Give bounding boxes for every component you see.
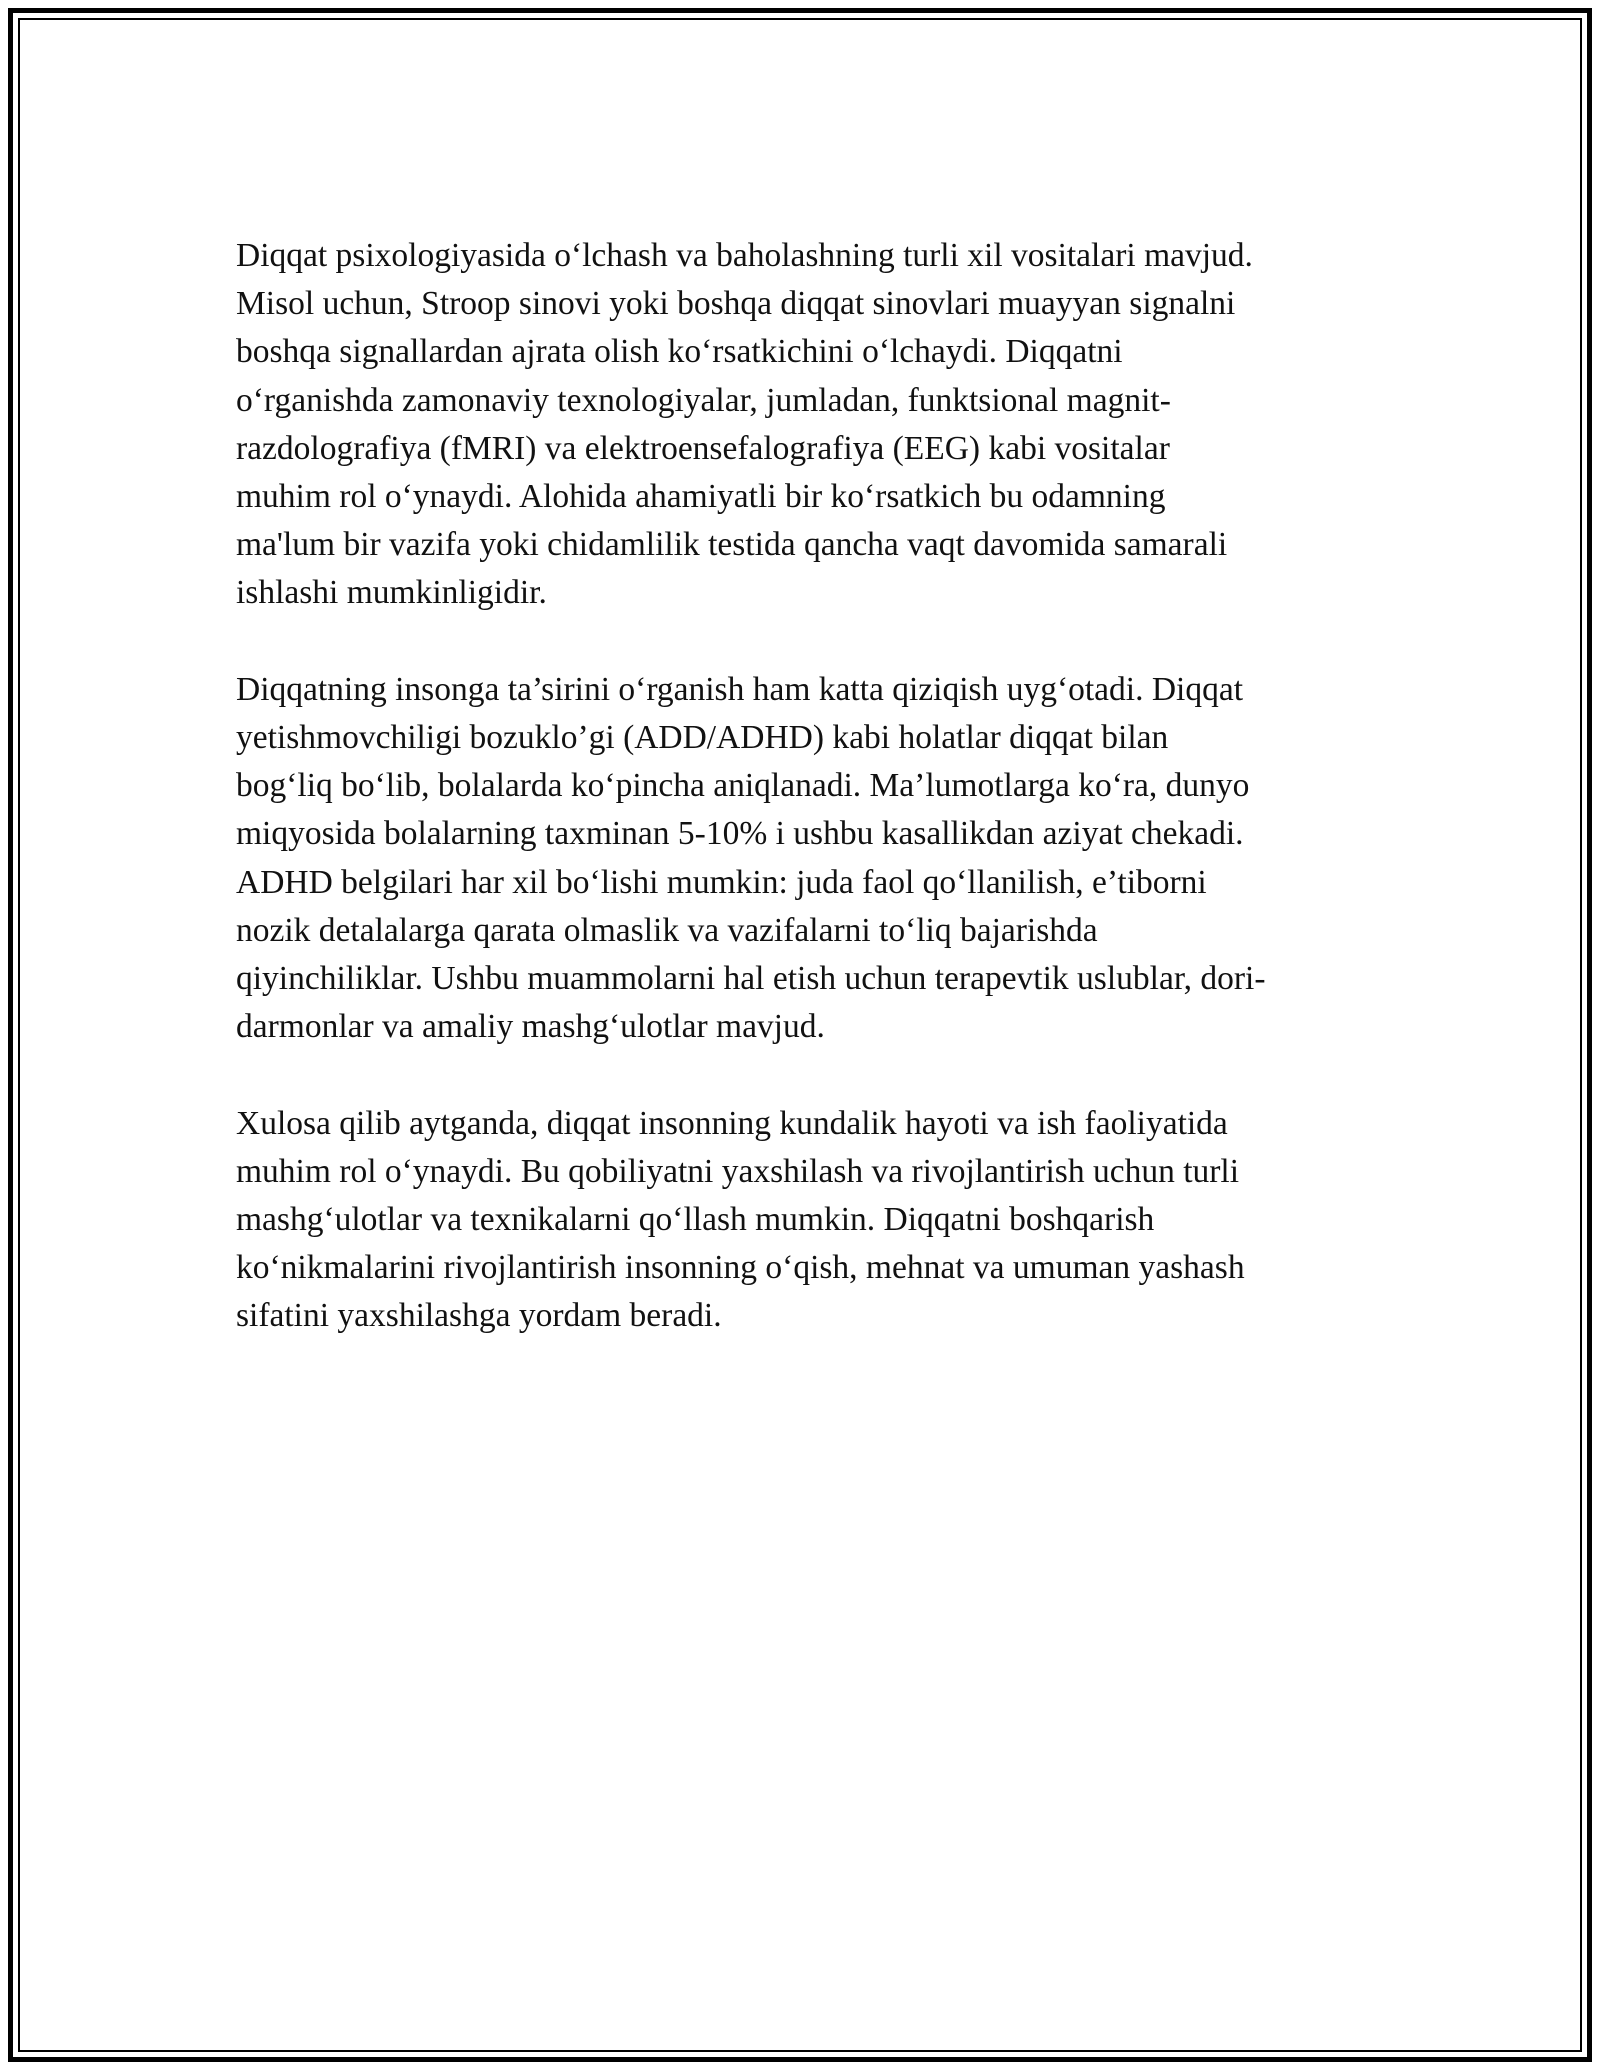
document-body bbox=[236, 232, 1366, 1389]
paragraph-adhd: Diqqatning insonga ta’sirini o‘rganish ham katta qiziqish uyg‘otadi. Diqqat yetishmovchiligi bozuklo’gi (ADD/ADHD) kabi holatlar diqqat bilan bog‘liq bo‘lib, bolalarda ko‘pincha aniqlanadi. Ma’lumotlarga ko‘ra, dunyo miqyosida bolalarning taxminan 5-10% i ushbu kasallikdan aziyat chekadi. ADHD belgilari har xil bo‘lishi mumkin: juda faol qo‘llanilish, e’tiborni nozik detalalarga qarata olmaslik va vazifalarni to‘liq bajarishda qiyinchiliklar. Ushbu muammolarni hal etish uchun terapevtik uslublar, dori- darmonlar va amaliy mashg‘ulotlar mavjud. bbox=[236, 670, 1266, 1046]
paragraph-measurement-tools: Diqqat psixologiyasida o‘lchash va baholashning turli xil vositalari mavjud. Misol uchun, Stroop sinovi yoki boshqa diqqat sinovlari muayyan signalni boshqa signallardan ajrata olish ko‘rsatkichini o‘lchaydi. Diqqatni o‘rganishda zamonaviy texnologiyalar, jumladan, funktsional magnit- razdolografiya (fMRI) va elektroensefalografiya (EEG) kabi vositalar muhim rol o‘ynaydi. Alohida ahamiyatli bir ko‘rsatkich bu odamning ma'lum bir vazifa yoki chidamlilik testida qancha vaqt davomida samarali ishlashi mumkinligidir. bbox=[236, 237, 1253, 612]
paragraph-conclusion: Xulosa qilib aytganda, diqqat insonning kundalik hayoti va ish faoliyatida muhim rol o‘ynaydi. Bu qobiliyatni yaxshilash va rivojlantirish uchun turli mashg‘ulotlar va texnikalarni qo‘llash mumkin. Diqqatni boshqarish ko‘nikmalarini rivojlantirish insonning o‘qish, mehnat va umuman yashash sifatini yaxshilashga yordam beradi. bbox=[236, 1104, 1245, 1335]
